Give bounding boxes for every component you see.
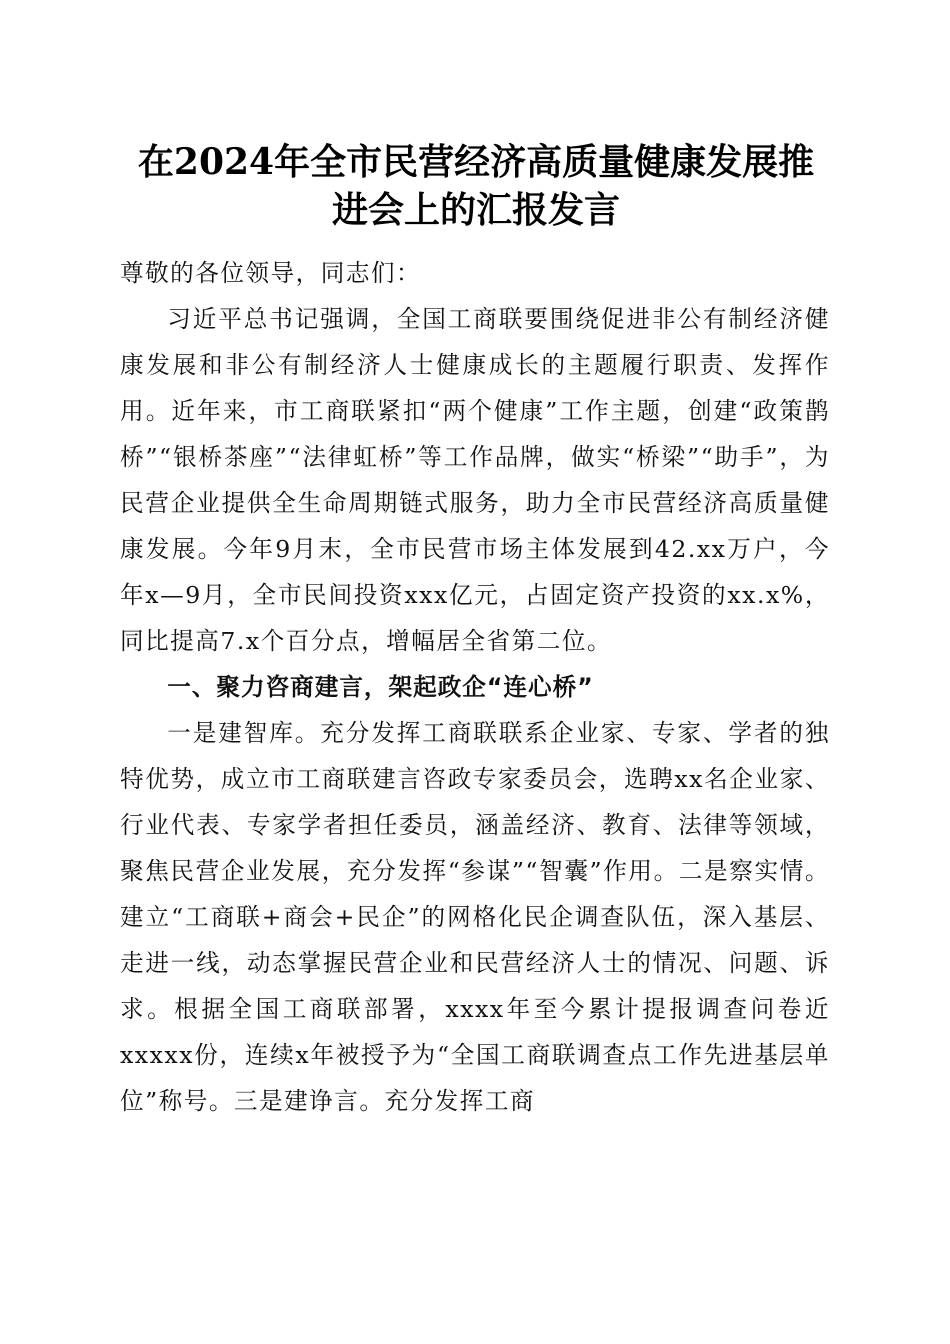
section-1-paragraph: 一是建智库。充分发挥工商联联系企业家、专家、学者的独特优势，成立市工商联建言咨政专家委员会，选聘xx名企业家、行业代表、专家学者担任委员，涵盖经济、教育、法律等领域，聚焦民营企业发展，充分发挥“参谋”“智囊”作用。二是察实情。建立“工商联+商会+民企”的网格化民企调查队伍，深入基层、走进一线，动态掌握民营企业和民营经济人士的情况、问题、诉求。根据全国工商联部署，xxxx年至今累计提报调查问卷近xxxxx份，连续x年被授予为“全国工商联调查点工作先进基层单位”称号。三是建诤言。充分发挥工商 bbox=[120, 719, 830, 1115]
intro-paragraph: 习近平总书记强调，全国工商联要围绕促进非公有制经济健康发展和非公有制经济人士健康成长的主题履行职责、发挥作用。近年来，市工商联紧扣“两个健康”工作主题，创建“政策鹊桥”“银桥茶座”“法律虹桥”等工作品牌，做实“桥梁”“助手”，为民营企业提供全生命周期链式服务，助力全市民营经济高质量健康发展。今年9月末，全市民营市场主体发展到42.xx万户，今年x—9月，全市民间投资xxx亿元，占固定资产投资的xx.x%，同比提高7.x个百分点，增幅居全省第二位。 bbox=[120, 305, 830, 655]
document-title: 在2024年全市民营经济高质量健康发展推进会上的汇报发言 bbox=[137, 141, 815, 231]
salutation: 尊敬的各位领导，同志们： bbox=[120, 259, 422, 287]
document-body bbox=[120, 250, 830, 1124]
section-1-heading: 一、聚力咨商建言，架起政企“连心桥” bbox=[167, 673, 594, 701]
